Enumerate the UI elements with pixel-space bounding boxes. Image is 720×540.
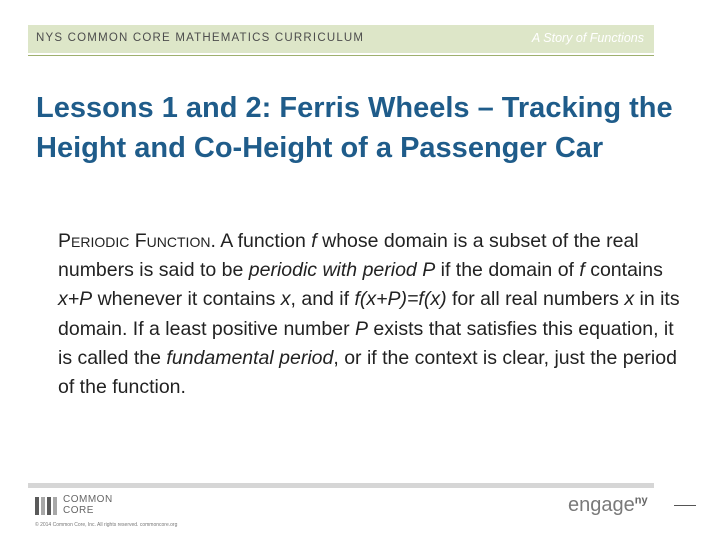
engageny-logo — [568, 494, 648, 517]
def-text-1: A function — [215, 230, 312, 252]
header-bar — [28, 25, 654, 53]
footer-bar — [28, 483, 654, 488]
footer-rule — [674, 505, 696, 506]
ny-superscript: ny — [634, 494, 648, 507]
def-text-7: for all real numbers — [446, 288, 625, 311]
common-core-logo-text: COMMON CORE — [63, 494, 113, 516]
def-var-f-1: f — [311, 230, 317, 252]
def-text-2: whose domain is a subset of the real numbers is said to be — [58, 230, 639, 282]
def-var-p: P — [355, 317, 369, 340]
def-var-x-1: x — [280, 288, 291, 311]
copyright-notice: © 2014 Common Core, Inc. All rights reserved. commoncore.org — [35, 522, 178, 528]
header-divider — [28, 55, 654, 56]
def-text-10: , or if the context is clear, just the period of the function. — [58, 346, 677, 399]
def-equation: f(x+P)=f(x) — [354, 288, 447, 311]
def-text-3: if the domain of — [435, 259, 580, 282]
common-core-stripes-icon — [35, 497, 59, 515]
common-core-logo — [35, 495, 135, 517]
lesson-title: Lessons 1 and 2: Ferris Wheels – Tracking the Height and Co-Height of a Passenger Car — [36, 92, 673, 164]
def-periodic-phrase: periodic with period P — [248, 259, 436, 282]
def-text-6: , and if — [290, 288, 355, 311]
curriculum-label: NYS COMMON CORE MATHEMATICS CURRICULUM — [36, 32, 365, 44]
definition-term: Periodic Function. — [58, 230, 216, 252]
def-var-x-2: x — [624, 288, 635, 311]
def-text-8: in its domain. If a least positive number — [58, 288, 680, 340]
def-text-5: whenever it contains — [92, 288, 281, 311]
def-text-9: exists that satisfies this equation, it is called the — [58, 317, 674, 369]
def-text-4: contains — [584, 259, 663, 282]
def-x-plus-p: x+P — [58, 288, 93, 311]
definition-paragraph — [58, 227, 683, 402]
engage-wordmark: engage — [568, 494, 635, 516]
def-var-f-2: f — [579, 259, 585, 282]
story-label: A Story of Functions — [531, 31, 644, 45]
def-fundamental-period: fundamental period — [166, 346, 334, 369]
